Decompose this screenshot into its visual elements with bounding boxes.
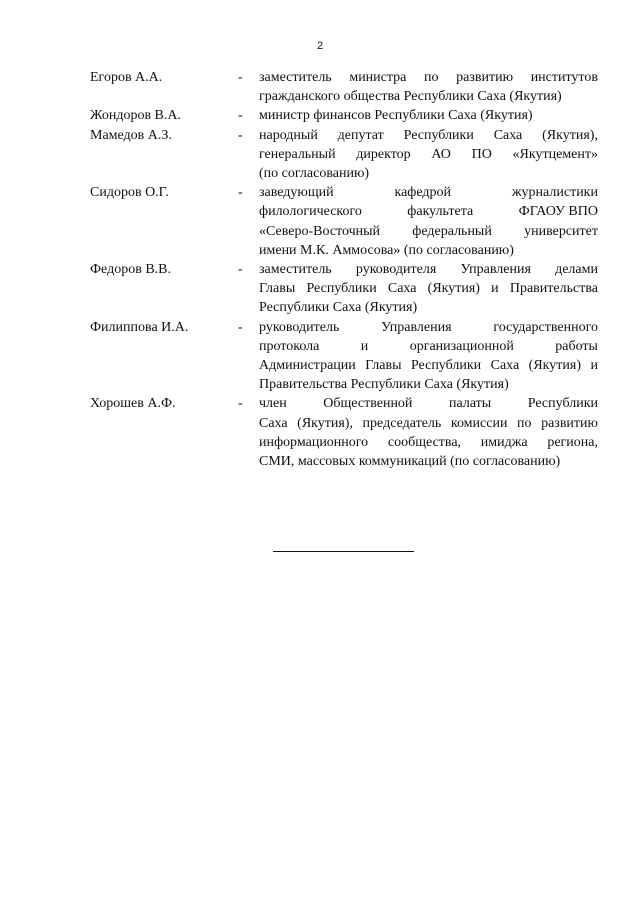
role-word: институтов bbox=[530, 70, 598, 85]
role-word: работы bbox=[555, 338, 598, 354]
role-word: государственного bbox=[493, 319, 598, 335]
role-word: развитию bbox=[456, 70, 514, 85]
role-word: факультета bbox=[407, 204, 474, 220]
closing-separator-line bbox=[273, 551, 414, 552]
role-line bbox=[259, 68, 598, 87]
member-name: Егоров А.А. bbox=[90, 70, 163, 85]
dash-separator: - bbox=[238, 396, 243, 412]
role-word: Главы bbox=[259, 281, 296, 297]
role-word: Республики bbox=[410, 358, 482, 374]
member-role bbox=[259, 260, 598, 318]
role-word: по bbox=[517, 415, 532, 431]
role-word: депутат bbox=[337, 127, 384, 143]
member-role bbox=[259, 394, 598, 471]
roster-entry bbox=[90, 126, 598, 184]
role-line bbox=[259, 222, 598, 241]
role-word: журналистики bbox=[511, 185, 598, 201]
dash-separator: - bbox=[238, 70, 243, 85]
role-line bbox=[259, 241, 598, 260]
role-word: министр финансов Республики Саха (Якутия) bbox=[259, 108, 533, 124]
member-role bbox=[259, 318, 598, 395]
roster-entry bbox=[90, 318, 598, 395]
role-word: и bbox=[360, 338, 369, 354]
role-line bbox=[259, 394, 598, 413]
role-word: ПО bbox=[471, 146, 492, 162]
commission-roster bbox=[90, 68, 598, 471]
role-word: министра bbox=[349, 70, 407, 85]
role-word: и bbox=[491, 281, 499, 297]
role-word: руководитель bbox=[259, 319, 340, 335]
role-word: Общественной bbox=[323, 396, 413, 412]
role-word: народный bbox=[259, 127, 318, 143]
role-line bbox=[259, 145, 598, 164]
role-word: ФГАОУ ВПО bbox=[518, 204, 598, 220]
role-word: Администрации bbox=[259, 358, 356, 374]
role-word: организационной bbox=[409, 338, 514, 354]
dash-separator: - bbox=[238, 108, 243, 124]
role-line bbox=[259, 279, 598, 298]
role-word: гражданского общества Республики Саха (Якутия) bbox=[259, 89, 562, 105]
role-word: имиджа bbox=[480, 434, 528, 450]
member-name: Сидоров О.Г. bbox=[90, 185, 169, 201]
role-line bbox=[259, 356, 598, 375]
role-line bbox=[259, 337, 598, 356]
role-word: руководителя bbox=[355, 262, 437, 278]
page-number: 2 bbox=[316, 40, 324, 52]
role-word: АО bbox=[431, 146, 451, 162]
role-word: Правительства bbox=[509, 281, 598, 297]
role-word: «Якутцемент» bbox=[512, 146, 598, 162]
role-line bbox=[259, 375, 598, 394]
role-word: региона, bbox=[547, 434, 598, 450]
member-role bbox=[259, 106, 598, 125]
role-word: председатель bbox=[362, 415, 442, 431]
role-line bbox=[259, 126, 598, 145]
role-line bbox=[259, 106, 598, 125]
roster-entry bbox=[90, 394, 598, 471]
role-word: протокола bbox=[259, 338, 320, 354]
role-word: филологического bbox=[259, 204, 362, 220]
role-word: Республики bbox=[306, 281, 377, 297]
role-word: заместитель bbox=[259, 70, 332, 85]
roster-entry bbox=[90, 106, 598, 125]
role-word: (Якутия) bbox=[528, 358, 581, 374]
role-word: заведующий bbox=[259, 185, 334, 201]
role-word: генеральный bbox=[259, 146, 336, 162]
member-name: Мамедов А.З. bbox=[90, 127, 172, 143]
role-word: (Якутия), bbox=[542, 127, 598, 143]
roster-entry bbox=[90, 260, 598, 318]
role-word: (Якутия), bbox=[297, 415, 353, 431]
role-word: информационного bbox=[259, 434, 369, 450]
role-word: Республики Саха (Якутия) bbox=[259, 300, 418, 316]
member-role bbox=[259, 183, 598, 260]
role-word: палаты bbox=[449, 396, 492, 412]
member-role bbox=[259, 126, 598, 184]
dash-separator: - bbox=[238, 127, 243, 143]
role-word: Республики bbox=[403, 127, 474, 143]
role-line bbox=[259, 433, 598, 452]
role-line bbox=[259, 202, 598, 221]
role-word: заместитель bbox=[259, 262, 332, 278]
role-word: и bbox=[590, 358, 598, 374]
role-word: «Северо-Восточный bbox=[259, 223, 381, 239]
role-line bbox=[259, 452, 598, 471]
role-line bbox=[259, 164, 598, 183]
role-word: Управления bbox=[381, 319, 452, 335]
dash-separator: - bbox=[238, 262, 243, 278]
member-name: Федоров В.В. bbox=[90, 262, 171, 278]
role-line bbox=[259, 318, 598, 337]
role-word: Саха bbox=[490, 358, 520, 374]
role-word: сообщества, bbox=[387, 434, 462, 450]
role-word: Саха bbox=[387, 281, 417, 297]
role-word: имени М.К. Аммосова» (по согласованию) bbox=[259, 242, 514, 258]
role-word: Управления bbox=[460, 262, 531, 278]
role-word: (по согласованию) bbox=[259, 166, 370, 182]
role-line bbox=[259, 183, 598, 202]
roster-entry bbox=[90, 183, 598, 260]
role-line bbox=[259, 87, 598, 106]
role-word: Саха bbox=[493, 127, 523, 143]
role-word: по bbox=[424, 70, 439, 85]
role-word: федеральный bbox=[412, 223, 492, 239]
roster-entry bbox=[90, 68, 598, 106]
role-word: Правительства Республики Саха (Якутия) bbox=[259, 377, 509, 393]
role-word: член bbox=[259, 396, 287, 412]
role-word: СМИ, массовых коммуникаций (по согласованию) bbox=[259, 454, 561, 470]
role-word: Республики bbox=[527, 396, 598, 412]
role-word: директор bbox=[356, 146, 411, 162]
role-word: (Якутия) bbox=[427, 281, 480, 297]
role-line bbox=[259, 298, 598, 317]
member-name: Хорошев А.Ф. bbox=[90, 396, 176, 412]
role-word: университет bbox=[524, 223, 598, 239]
role-word: комиссии bbox=[450, 415, 508, 431]
role-line bbox=[259, 260, 598, 279]
dash-separator: - bbox=[238, 319, 243, 335]
member-role bbox=[259, 68, 598, 106]
dash-separator: - bbox=[238, 185, 243, 201]
role-word: Главы bbox=[365, 358, 402, 374]
role-line bbox=[259, 414, 598, 433]
member-name: Жондоров В.А. bbox=[90, 108, 182, 124]
member-name: Филиппова И.А. bbox=[90, 319, 189, 335]
role-word: развитию bbox=[541, 415, 598, 431]
role-word: делами bbox=[555, 262, 598, 278]
role-word: кафедрой bbox=[394, 185, 452, 201]
role-word: Саха bbox=[259, 415, 288, 431]
